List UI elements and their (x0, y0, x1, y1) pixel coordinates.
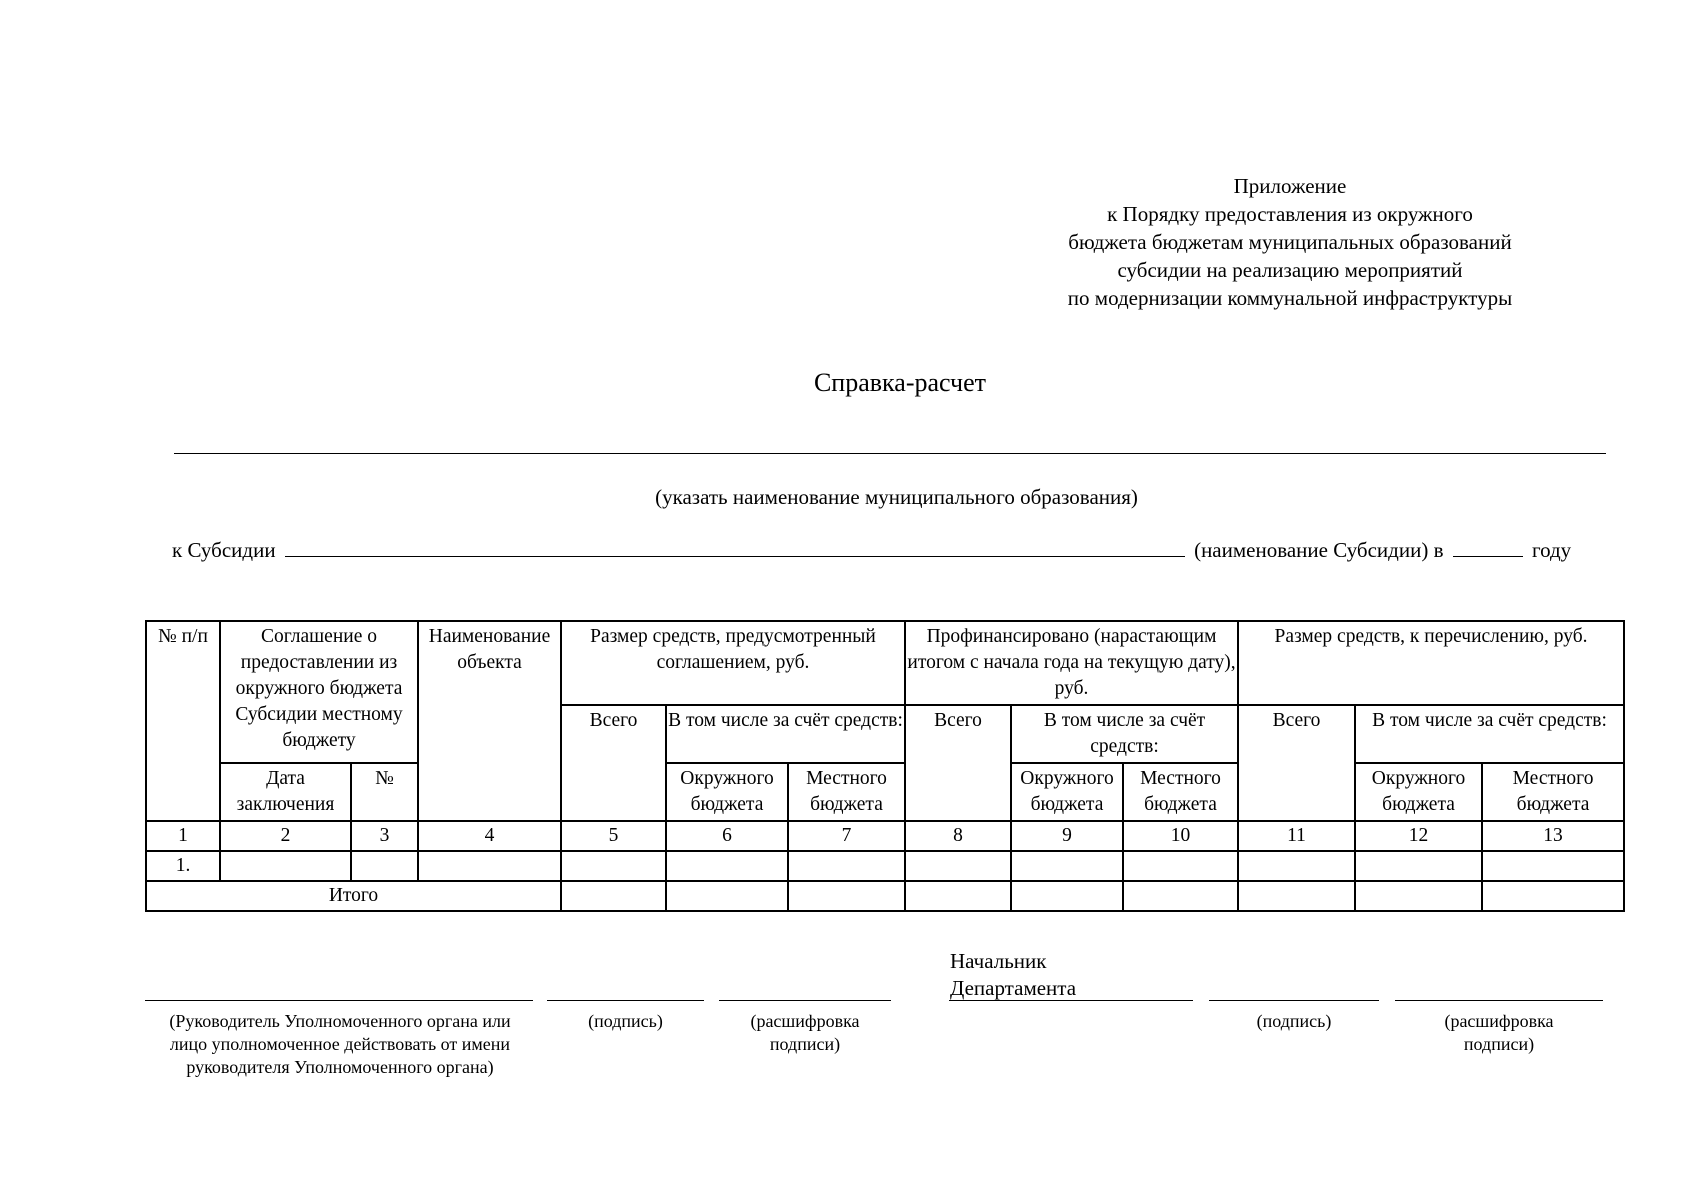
calculation-table (145, 620, 1625, 912)
table-cell (788, 851, 905, 881)
column-number: 5 (561, 821, 666, 851)
table-cell (561, 851, 666, 881)
header-amount: Размер средств, предусмотренный соглашением, руб. (561, 621, 905, 705)
right-signature-line (1209, 1000, 1379, 1001)
header-transfer: Размер средств, к перечислению, руб. (1238, 621, 1624, 705)
header-object: Наименование объекта (418, 621, 561, 821)
left-decoding-caption: (расшифровка подписи) (750, 1011, 860, 1054)
right-signature-caption: (подпись) (1256, 1011, 1332, 1031)
header-agreement-date: Дата заключения (220, 763, 351, 821)
left-signature-line (547, 1000, 704, 1001)
header-financed-district: Окружного бюджета (1011, 763, 1123, 821)
subsidy-middle: (наименование Субсидии) в (1194, 538, 1444, 562)
header-amount-total: Всего (561, 705, 666, 821)
table-cell (1482, 881, 1624, 911)
header-transfer-district: Окружного бюджета (1355, 763, 1482, 821)
column-number: 10 (1123, 821, 1238, 851)
department-head-line (949, 1000, 1193, 1001)
table-cell (1355, 851, 1482, 881)
column-number: 2 (220, 821, 351, 851)
table-row (146, 851, 1624, 881)
table-cell (1123, 881, 1238, 911)
header-financed: Профинансировано (нарастающим итогом с начала года на текущую дату), руб. (905, 621, 1238, 705)
header-amount-incl: В том числе за счёт средств: (666, 705, 905, 763)
table-cell (666, 881, 788, 911)
column-number: 1 (146, 821, 220, 851)
header-row-3 (146, 763, 1624, 821)
row-number: 1. (146, 851, 220, 881)
table-cell (1123, 851, 1238, 881)
header-amount-local: Местного бюджета (788, 763, 905, 821)
table-cell (561, 881, 666, 911)
header-amount-district: Окружного бюджета (666, 763, 788, 821)
table-cell (351, 851, 418, 881)
head-title-line-1: Начальник (950, 949, 1047, 973)
table-cell (1355, 881, 1482, 911)
authority-head-caption: (Руководитель Уполномоченного органа или лицо уполномоченное действовать от имени руководителя Уполномоченного органа) (169, 1011, 511, 1077)
column-number: 9 (1011, 821, 1123, 851)
appendix-line: бюджета бюджетам муниципальных образований (1068, 230, 1512, 254)
left-signature-caption: (подпись) (588, 1011, 663, 1031)
right-decoding-caption: (расшифровка подписи) (1444, 1011, 1554, 1054)
table-cell (905, 881, 1011, 911)
header-financed-local: Местного бюджета (1123, 763, 1238, 821)
document-title: Справка-расчет (813, 368, 987, 397)
municipality-blank-line (174, 453, 1606, 454)
column-number: 3 (351, 821, 418, 851)
table-cell (220, 851, 351, 881)
table-cell (1238, 881, 1355, 911)
year-blank (1453, 538, 1523, 557)
authority-head-line (145, 1000, 533, 1001)
municipality-caption: (указать наименование муниципального образования) (655, 485, 1138, 509)
column-number: 6 (666, 821, 788, 851)
appendix-line: к Порядку предоставления из окружного (1107, 202, 1473, 226)
header-transfer-incl: В том числе за счёт средств: (1355, 705, 1624, 763)
column-number: 12 (1355, 821, 1482, 851)
table-cell (1482, 851, 1624, 881)
table-cell (1238, 851, 1355, 881)
header-agreement-no: № (351, 763, 418, 821)
subsidy-line (172, 538, 1612, 563)
appendix-line: по модернизации коммунальной инфраструктуры (1067, 286, 1513, 310)
subsidy-prefix: к Субсидии (172, 538, 276, 562)
column-number: 11 (1238, 821, 1355, 851)
appendix-line: субсидии на реализацию мероприятий (1117, 258, 1463, 282)
table-cell (1011, 881, 1123, 911)
total-row (146, 881, 1624, 911)
table-cell (418, 851, 561, 881)
column-number: 7 (788, 821, 905, 851)
header-num: № п/п (146, 621, 220, 821)
table-cell (905, 851, 1011, 881)
header-transfer-local: Местного бюджета (1482, 763, 1624, 821)
appendix-line: Приложение (1233, 174, 1347, 198)
header-row-1 (146, 621, 1624, 705)
table-cell (666, 851, 788, 881)
table-cell (1011, 851, 1123, 881)
head-title-line-2: Департамента (950, 976, 1077, 1000)
header-financed-total: Всего (905, 705, 1011, 821)
header-financed-incl: В том числе за счёт средств: (1011, 705, 1238, 763)
table-cell (788, 881, 905, 911)
column-number: 4 (418, 821, 561, 851)
right-decoding-line (1395, 1000, 1603, 1001)
appendix-block (1030, 172, 1550, 312)
column-number: 13 (1482, 821, 1624, 851)
header-agreement: Соглашение о предоставлении из окружного бюджета Субсидии местному бюджету (220, 621, 418, 763)
header-transfer-total: Всего (1238, 705, 1355, 821)
left-decoding-line (719, 1000, 891, 1001)
total-label: Итого (146, 881, 561, 911)
subsidy-suffix: году (1532, 538, 1572, 562)
subsidy-name-blank (285, 538, 1185, 557)
column-number-row (146, 821, 1624, 851)
column-number: 8 (905, 821, 1011, 851)
